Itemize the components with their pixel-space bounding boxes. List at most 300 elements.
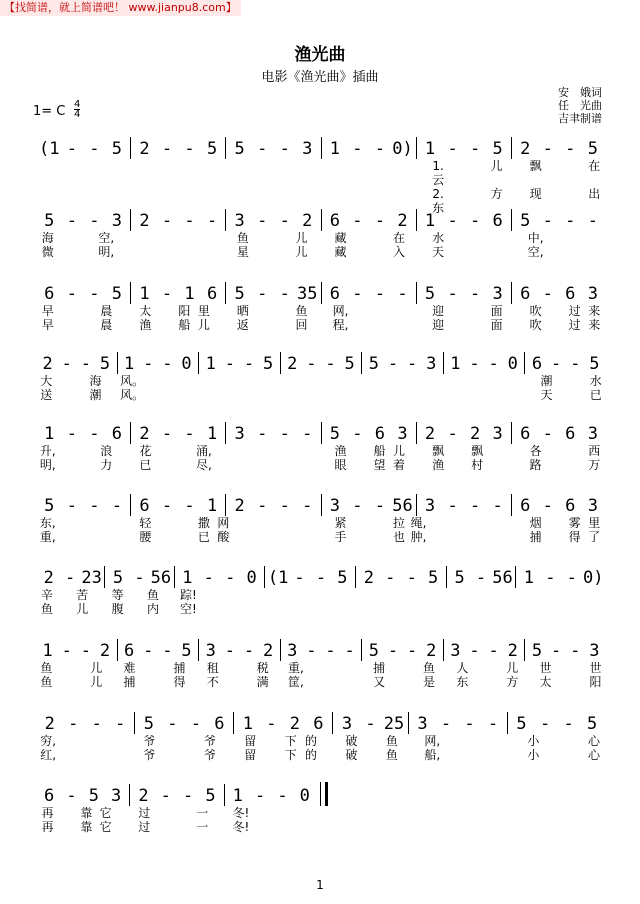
note: - bbox=[161, 211, 173, 231]
note: - bbox=[374, 139, 386, 159]
note: - bbox=[306, 641, 317, 661]
note: - bbox=[279, 284, 290, 304]
note: - bbox=[406, 354, 418, 374]
lyric-syllable: 下 bbox=[284, 734, 297, 748]
note: - bbox=[406, 641, 418, 661]
lyric-syllable bbox=[565, 159, 585, 187]
lyric-syllable bbox=[341, 374, 357, 388]
lyric-syllable bbox=[321, 588, 339, 602]
lyric-syllable: 船 bbox=[178, 318, 191, 332]
note: 5 bbox=[88, 786, 99, 806]
note: 0) bbox=[392, 139, 413, 159]
note: 2 bbox=[138, 786, 149, 806]
lyric-syllable: 鱼 bbox=[423, 661, 436, 675]
lyric-syllable bbox=[221, 661, 238, 675]
lyric-syllable bbox=[116, 304, 136, 318]
barline bbox=[321, 422, 322, 444]
note: - bbox=[387, 354, 399, 374]
note: - bbox=[257, 284, 268, 304]
note: 6 bbox=[214, 714, 225, 734]
score-line bbox=[38, 133, 604, 215]
lyric-syllable: 面 bbox=[490, 318, 503, 332]
lyric-syllable bbox=[309, 806, 328, 820]
lyric-syllable bbox=[521, 661, 538, 675]
lyric-syllable bbox=[389, 318, 409, 332]
note: 2 bbox=[507, 641, 518, 661]
song-title: 渔光曲 bbox=[294, 45, 346, 65]
lyric-syllable bbox=[144, 388, 160, 402]
note: 2 bbox=[287, 354, 298, 374]
lyric-syllable: 潮 bbox=[540, 374, 553, 388]
final-barline bbox=[320, 782, 328, 806]
lyric-syllable bbox=[427, 588, 445, 602]
lyrics-verse-1 bbox=[38, 231, 604, 245]
lyric-syllable: 入 bbox=[393, 245, 406, 259]
lyric-syllable bbox=[175, 516, 195, 530]
note: - bbox=[374, 284, 386, 304]
lyric-syllable bbox=[292, 374, 308, 388]
lyric-syllable bbox=[116, 530, 136, 544]
lyric-syllable: 过 bbox=[568, 318, 581, 332]
lyric-syllable bbox=[571, 388, 587, 402]
lyric-syllable bbox=[311, 516, 331, 530]
note: - bbox=[447, 284, 458, 304]
note: - bbox=[80, 641, 91, 661]
note: - bbox=[257, 496, 268, 516]
note: 5 bbox=[181, 641, 192, 661]
lyric-syllable bbox=[350, 318, 370, 332]
lyric-syllable bbox=[177, 374, 193, 388]
note: - bbox=[190, 714, 201, 734]
time-signature bbox=[74, 100, 80, 119]
lyric-syllable bbox=[77, 318, 97, 332]
note-row bbox=[38, 635, 604, 661]
lyric-syllable bbox=[116, 516, 136, 530]
lyric-syllable: 难 bbox=[123, 661, 136, 675]
lyric-syllable: 冬! bbox=[232, 820, 250, 834]
lyric-syllable bbox=[193, 374, 209, 388]
note: 3 bbox=[111, 211, 123, 231]
note: - bbox=[66, 211, 77, 231]
lyric-syllable: 送 bbox=[40, 388, 53, 402]
lyric-syllable bbox=[115, 806, 134, 820]
lyric-syllable bbox=[116, 245, 136, 259]
lyric-syllable: 捕 bbox=[123, 675, 136, 689]
lyric-syllable: 破 bbox=[345, 748, 358, 762]
lyric-syllable bbox=[56, 588, 74, 602]
lyric-syllable: 出 bbox=[588, 187, 601, 201]
lyric-syllable bbox=[214, 458, 234, 472]
barline bbox=[129, 784, 130, 806]
lyric-syllable bbox=[253, 159, 273, 187]
lyric-syllable bbox=[276, 388, 292, 402]
lyric-syllable: 水 bbox=[432, 231, 445, 245]
note: 6 bbox=[520, 424, 531, 444]
lyric-syllable bbox=[253, 231, 273, 245]
lyric-syllable bbox=[116, 231, 136, 245]
note: 5 bbox=[531, 641, 543, 661]
lyric-syllable bbox=[545, 516, 565, 530]
lyric-syllable: 一 bbox=[196, 820, 209, 834]
note: 5 bbox=[368, 354, 379, 374]
lyric-syllable bbox=[473, 374, 489, 388]
note: 5 bbox=[44, 496, 55, 516]
score-line bbox=[38, 708, 604, 762]
barline bbox=[104, 566, 105, 588]
lyric-syllable: 人 bbox=[456, 661, 469, 675]
site-banner[interactable]: 【找简谱，就上简谱吧！ www.jianpu8.com】 bbox=[0, 0, 241, 16]
note: 1 bbox=[206, 496, 218, 516]
note: 2 bbox=[139, 211, 150, 231]
lyric-syllable: 撒 bbox=[197, 516, 210, 530]
note: - bbox=[89, 424, 100, 444]
lyric-syllable bbox=[104, 388, 120, 402]
lyric-syllable: 儿 bbox=[490, 159, 503, 173]
lyric-syllable bbox=[487, 675, 504, 689]
note: 5 bbox=[337, 568, 348, 588]
lyric-syllable bbox=[471, 675, 488, 689]
lyric-syllable bbox=[370, 516, 390, 530]
lyric-syllable bbox=[374, 388, 390, 402]
lyric-syllable bbox=[71, 675, 88, 689]
lyric-syllable: 儿 bbox=[90, 675, 103, 689]
note: 3 bbox=[329, 496, 340, 516]
lyric-syllable bbox=[311, 245, 331, 259]
lyric-syllable bbox=[339, 602, 357, 616]
lyric-syllable bbox=[545, 318, 565, 332]
lyric-syllable bbox=[161, 374, 177, 388]
note: - bbox=[550, 354, 562, 374]
lyric-syllable bbox=[221, 675, 238, 689]
lyric-syllable: 飘 bbox=[432, 444, 445, 458]
lyric-syllable: 一 bbox=[196, 806, 209, 820]
lyric-syllable: 儿 bbox=[76, 602, 89, 616]
lyric-syllable: 微 bbox=[41, 245, 54, 259]
lyric-syllable bbox=[506, 318, 526, 332]
lyric-syllable bbox=[260, 748, 280, 762]
lyric-syllable: 鱼 bbox=[146, 588, 159, 602]
note: - bbox=[111, 496, 123, 516]
lyric-syllable bbox=[555, 388, 571, 402]
lyric-syllable: 里 bbox=[197, 304, 210, 318]
note: 2 bbox=[42, 354, 53, 374]
lyric-syllable bbox=[506, 159, 526, 187]
lyric-syllable: 的 bbox=[304, 748, 317, 762]
lyric-syllable bbox=[586, 602, 604, 616]
lyric-syllable bbox=[214, 318, 234, 332]
lyric-syllable bbox=[362, 748, 382, 762]
note: - bbox=[539, 714, 551, 734]
note: 5 bbox=[424, 284, 436, 304]
note: 3 bbox=[424, 496, 436, 516]
lyric-syllable bbox=[564, 734, 584, 748]
note: 2 bbox=[262, 641, 274, 661]
note: - bbox=[488, 641, 499, 661]
lyric-syllable bbox=[155, 318, 175, 332]
lyric-syllable bbox=[308, 388, 324, 402]
lyric-syllable bbox=[543, 748, 563, 762]
note: - bbox=[325, 354, 336, 374]
lyric-syllable bbox=[55, 661, 72, 675]
lyric-syllable bbox=[144, 374, 160, 388]
note: - bbox=[89, 284, 100, 304]
lyric-syllable bbox=[389, 159, 409, 187]
lyrics-verse-1 bbox=[38, 516, 604, 530]
lyric-syllable bbox=[498, 602, 516, 616]
note: 2 bbox=[99, 641, 111, 661]
lyric-syllable bbox=[175, 444, 195, 458]
lyric-syllable bbox=[154, 675, 171, 689]
lyric-syllable bbox=[565, 245, 585, 259]
lyric-syllable bbox=[487, 245, 507, 259]
note: - bbox=[279, 424, 290, 444]
note: - bbox=[469, 139, 481, 159]
lyric-syllable bbox=[571, 374, 587, 388]
lyrics-verse-2 bbox=[38, 530, 604, 544]
lyric-syllable: 望 bbox=[373, 458, 386, 472]
lyric-syllable bbox=[545, 245, 565, 259]
lyric-syllable bbox=[194, 231, 214, 245]
lyric-syllable bbox=[105, 661, 122, 675]
note: 0 bbox=[299, 786, 310, 806]
lyric-syllable: 力 bbox=[100, 458, 113, 472]
lyric-syllable bbox=[404, 675, 421, 689]
lyric-syllable bbox=[356, 588, 374, 602]
lyric-syllable bbox=[268, 602, 286, 616]
note: 1 bbox=[124, 354, 135, 374]
barline bbox=[511, 494, 512, 516]
lyric-syllable bbox=[467, 245, 487, 259]
lyric-syllable bbox=[304, 661, 321, 675]
note: - bbox=[387, 641, 399, 661]
note: - bbox=[542, 139, 553, 159]
lyric-syllable bbox=[325, 374, 341, 388]
lyric-syllable bbox=[370, 318, 390, 332]
lyric-syllable bbox=[71, 388, 87, 402]
lyric-syllable: 绳, bbox=[410, 516, 427, 530]
lyric-syllable bbox=[506, 458, 526, 472]
lyric-syllable: 太 bbox=[539, 675, 552, 689]
lyric-syllable bbox=[126, 588, 144, 602]
lyric-syllable bbox=[233, 159, 253, 187]
barline bbox=[225, 282, 226, 304]
lyric-syllable bbox=[311, 318, 331, 332]
note: 5 bbox=[99, 354, 111, 374]
note: 2 bbox=[424, 424, 436, 444]
note: - bbox=[66, 424, 77, 444]
lyric-syllable bbox=[220, 734, 240, 748]
note: 5 bbox=[368, 641, 379, 661]
note: 2 bbox=[139, 139, 150, 159]
lyric-syllable bbox=[506, 444, 526, 458]
lyric-syllable: 东, bbox=[39, 516, 56, 530]
note: 5 bbox=[111, 284, 123, 304]
lyric-syllable: 破 bbox=[345, 734, 358, 748]
lyric-syllable bbox=[516, 588, 534, 602]
lyric-syllable bbox=[175, 159, 195, 187]
lyric-syllable bbox=[311, 530, 331, 544]
note: - bbox=[447, 139, 458, 159]
note-row bbox=[38, 205, 604, 231]
lyric-syllable bbox=[292, 530, 312, 544]
barline bbox=[130, 494, 131, 516]
lyric-syllable bbox=[78, 734, 98, 748]
lyric-syllable bbox=[390, 374, 406, 388]
note: - bbox=[374, 211, 386, 231]
lyric-syllable bbox=[58, 458, 78, 472]
lyric-syllable bbox=[467, 318, 487, 332]
lyrics-verse-2 bbox=[38, 318, 604, 332]
lyric-syllable: 烟 bbox=[529, 516, 542, 530]
lyric-syllable bbox=[38, 159, 58, 187]
lyric-syllable: 辛 bbox=[40, 588, 53, 602]
note: 5 bbox=[428, 568, 439, 588]
lyric-syllable: 飘 bbox=[471, 444, 484, 458]
lyric-syllable bbox=[253, 458, 273, 472]
lyric-syllable: 已 bbox=[589, 388, 602, 402]
lyric-syllable bbox=[456, 388, 472, 402]
lyric-syllable bbox=[402, 748, 422, 762]
lyric-syllable bbox=[423, 388, 439, 402]
note: 3 bbox=[589, 641, 600, 661]
lyric-syllable: 来 bbox=[588, 304, 601, 318]
note: 2 bbox=[44, 714, 55, 734]
lyric-syllable bbox=[292, 388, 308, 402]
note: - bbox=[352, 424, 363, 444]
note: - bbox=[279, 211, 290, 231]
score-line bbox=[38, 348, 604, 402]
note: 3 bbox=[234, 211, 245, 231]
barline bbox=[321, 282, 322, 304]
lyric-syllable: 世 bbox=[589, 661, 602, 675]
note: 2 bbox=[397, 211, 408, 231]
note: 2 bbox=[289, 714, 301, 734]
note: - bbox=[492, 496, 503, 516]
note: 0 bbox=[181, 354, 192, 374]
barline bbox=[511, 422, 512, 444]
lyric-syllable: 早 bbox=[41, 304, 54, 318]
lyric-syllable bbox=[272, 444, 292, 458]
note: - bbox=[440, 714, 452, 734]
barline bbox=[332, 712, 333, 734]
note: 2 bbox=[234, 496, 245, 516]
lyric-syllable bbox=[271, 675, 288, 689]
lyric-syllable: 留 bbox=[244, 734, 257, 748]
lyric-syllable bbox=[286, 602, 304, 616]
lyric-syllable: 捕 bbox=[373, 661, 386, 675]
lyric-syllable: 鱼 bbox=[385, 734, 398, 748]
lyric-syllable bbox=[233, 530, 253, 544]
lyric-syllable bbox=[506, 245, 526, 259]
lyric-syllable: 也 bbox=[393, 530, 406, 544]
lyric-syllable bbox=[354, 661, 371, 675]
lyrics-verse-1 bbox=[38, 159, 604, 187]
note: 0) bbox=[582, 568, 604, 588]
lyric-syllable bbox=[370, 530, 390, 544]
note: 1 bbox=[523, 568, 535, 588]
note: 1 bbox=[184, 284, 195, 304]
barline bbox=[416, 422, 417, 444]
lyric-syllable bbox=[116, 458, 136, 472]
lyric-syllable bbox=[292, 159, 312, 187]
lyric-syllable bbox=[545, 530, 565, 544]
note: 1 bbox=[205, 354, 216, 374]
lyric-syllable: 2.东 bbox=[432, 187, 445, 215]
lyric-syllable bbox=[409, 159, 429, 187]
lyric-syllable: 心 bbox=[588, 734, 601, 748]
lyric-syllable bbox=[260, 734, 280, 748]
lyric-syllable: 鱼 bbox=[40, 602, 53, 616]
lyric-syllable bbox=[358, 388, 374, 402]
lyric-syllable: 鱼 bbox=[295, 304, 308, 318]
lyric-syllable: 儿 bbox=[393, 444, 406, 458]
lyric-syllable bbox=[155, 304, 175, 318]
lyric-syllable bbox=[571, 661, 588, 675]
lyric-syllable bbox=[543, 734, 563, 748]
lyric-syllable: 再 bbox=[41, 820, 54, 834]
lyric-syllable bbox=[292, 458, 312, 472]
lyric-syllable bbox=[272, 231, 292, 245]
barline bbox=[264, 566, 265, 588]
lyric-syllable bbox=[480, 602, 498, 616]
note: - bbox=[469, 496, 481, 516]
note: - bbox=[143, 354, 154, 374]
lyric-syllable bbox=[521, 675, 538, 689]
lyric-syllable bbox=[448, 159, 468, 187]
note: 56 bbox=[492, 568, 513, 588]
note: - bbox=[254, 786, 266, 806]
lyric-syllable bbox=[404, 661, 421, 675]
lyric-syllable bbox=[138, 661, 155, 675]
note: (1 bbox=[39, 139, 60, 159]
note: 5 bbox=[206, 139, 218, 159]
lyric-syllable bbox=[272, 159, 292, 187]
note: - bbox=[464, 714, 475, 734]
lyric-syllable: 不 bbox=[206, 675, 219, 689]
lyric-syllable bbox=[321, 675, 338, 689]
lyric-syllable bbox=[71, 661, 88, 675]
lyric-syllable bbox=[487, 516, 507, 530]
lyric-syllable bbox=[105, 675, 122, 689]
lyric-syllable bbox=[119, 748, 139, 762]
note: 5 bbox=[516, 714, 527, 734]
lyric-syllable: 酸 bbox=[217, 530, 230, 544]
lyric-syllable bbox=[215, 588, 233, 602]
note: - bbox=[302, 496, 313, 516]
score-line bbox=[38, 490, 604, 544]
lyric-syllable bbox=[286, 588, 304, 602]
note: - bbox=[91, 714, 102, 734]
lyric-syllable bbox=[503, 748, 523, 762]
barline bbox=[355, 566, 356, 588]
note: 2 bbox=[363, 568, 374, 588]
lyric-syllable bbox=[173, 820, 192, 834]
lyric-syllable: 渔 bbox=[432, 458, 445, 472]
lyric-syllable bbox=[272, 516, 292, 530]
lyric-syllable bbox=[197, 602, 215, 616]
note: - bbox=[243, 641, 255, 661]
lyric-syllable bbox=[155, 458, 175, 472]
lyric-syllable: 等 bbox=[111, 588, 124, 602]
note: - bbox=[161, 284, 173, 304]
lyric-syllable bbox=[409, 602, 427, 616]
composer-credit: 任 光曲 bbox=[558, 99, 602, 112]
lyric-syllable bbox=[409, 245, 429, 259]
lyric-syllable bbox=[350, 159, 370, 187]
lyric-syllable: 儿 bbox=[295, 245, 308, 259]
lyrics-verse-1 bbox=[38, 661, 604, 675]
lyric-syllable bbox=[448, 530, 468, 544]
